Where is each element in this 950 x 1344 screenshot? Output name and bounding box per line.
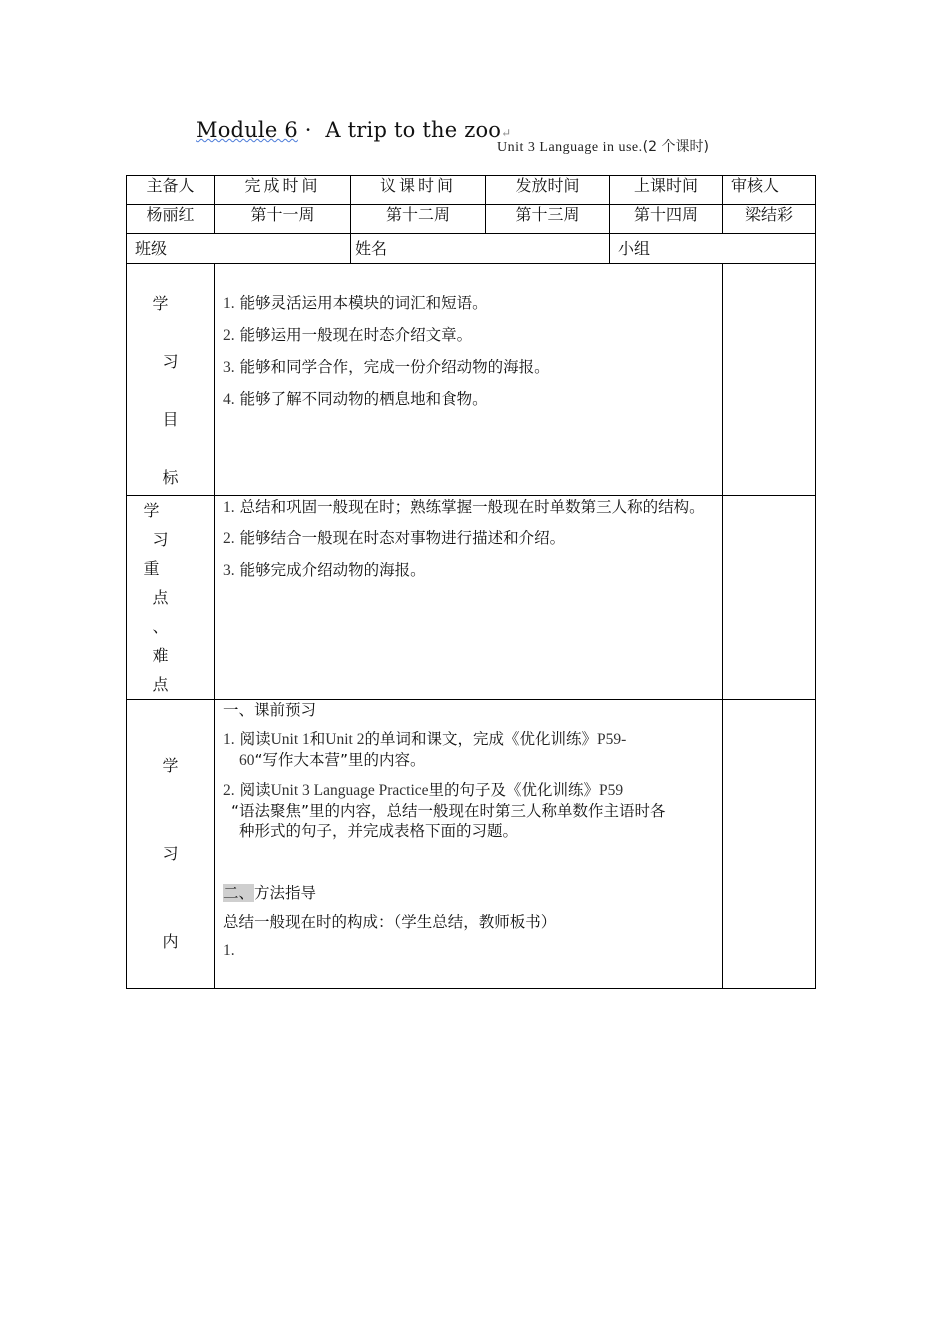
list-item: 3. 能够和同学合作，完成一份介绍动物的海报。 [223, 358, 550, 376]
value-cell: 第十三周 [486, 205, 610, 234]
content-notes [723, 700, 816, 989]
keypoints-content [215, 496, 723, 700]
label-char: 目 [162, 410, 179, 429]
keypoints-row [127, 496, 816, 700]
label-char: 点 [152, 588, 169, 607]
label-char: 习 [152, 530, 169, 549]
subtitle-hours: (2 个课时) [642, 139, 709, 155]
list-item: 2. 阅读Unit 3 Language Practice里的句子及《优化训练》P59 [223, 781, 624, 799]
title-topic: A trip to the zoo [325, 118, 502, 142]
document-title: Module 6 · A trip to the zoo↵ [196, 118, 512, 142]
list-item: 1. 总结和巩固一般现在时；熟练掌握一般现在时单数第三人称的结构。 [223, 498, 705, 516]
content-row [127, 700, 816, 989]
header-cell: 审核人 [723, 176, 816, 205]
objectives-row [127, 264, 816, 496]
lesson-plan-table [126, 175, 816, 989]
objectives-notes [723, 264, 816, 496]
list-item: 2. 能够运用一般现在时态介绍文章。 [223, 326, 473, 344]
subtitle-unit: Unit 3 Language in use. [497, 140, 643, 155]
label-char: 、 [152, 617, 169, 636]
content-label [127, 700, 215, 989]
content-body [215, 700, 723, 989]
header-row [127, 176, 816, 205]
value-cell: 第十一周 [215, 205, 351, 234]
label-char: 点 [152, 675, 169, 694]
list-item: 3. 能够完成介绍动物的海报。 [223, 561, 426, 579]
list-item-cont: “语法聚焦”里的内容，总结一般现在时第三人称单数作主语时各 [231, 802, 666, 820]
list-item: 1. 阅读Unit 1和Unit 2的单词和课文，完成《优化训练》P59- 60“写作大本营”里的内容。 [223, 730, 627, 769]
label-char: 习 [162, 844, 179, 863]
objectives-content [215, 264, 723, 496]
values-row [127, 205, 816, 234]
name-label: 姓名 [351, 234, 610, 264]
value-cell: 第十四周 [610, 205, 723, 234]
value-cell: 第十二周 [351, 205, 486, 234]
label-char: 重 [143, 559, 160, 578]
label-char: 学 [152, 294, 169, 313]
value-cell: 杨丽红 [127, 205, 215, 234]
title-module: Module 6 [196, 118, 298, 142]
summary-line: 总结一般现在时的构成：（学生总结，教师板书） [223, 913, 557, 931]
list-item: 2. 能够结合一般现在时态对事物进行描述和介绍。 [223, 529, 566, 547]
header-cell: 完成时间 [215, 176, 351, 205]
list-item: 1. 能够灵活运用本模块的词汇和短语。 [223, 294, 488, 312]
label-char: 习 [162, 352, 179, 371]
keypoints-notes [723, 496, 816, 700]
objectives-label [127, 264, 215, 496]
header-cell: 上课时间 [610, 176, 723, 205]
section-title: 二、方法指导 [223, 884, 317, 902]
section-title: 一、课前预习 [223, 701, 317, 719]
document-subtitle [497, 136, 709, 156]
label-char: 难 [152, 646, 169, 665]
label-char: 学 [143, 501, 160, 520]
list-item: 4. 能够了解不同动物的栖息地和食物。 [223, 390, 488, 408]
label-char: 标 [162, 468, 179, 487]
list-number: 1. [223, 942, 235, 959]
header-cell: 主备人 [127, 176, 215, 205]
value-cell: 梁结彩 [723, 205, 816, 234]
header-cell: 发放时间 [486, 176, 610, 205]
group-label: 小组 [610, 234, 816, 264]
keypoints-label [127, 496, 215, 700]
class-label: 班级 [127, 234, 351, 264]
header-cell: 议课时间 [351, 176, 486, 205]
label-char: 学 [162, 756, 179, 775]
list-item-cont: 种形式的句子，并完成表格下面的习题。 [239, 822, 519, 840]
label-char: 内 [162, 932, 179, 951]
class-row [127, 234, 816, 264]
